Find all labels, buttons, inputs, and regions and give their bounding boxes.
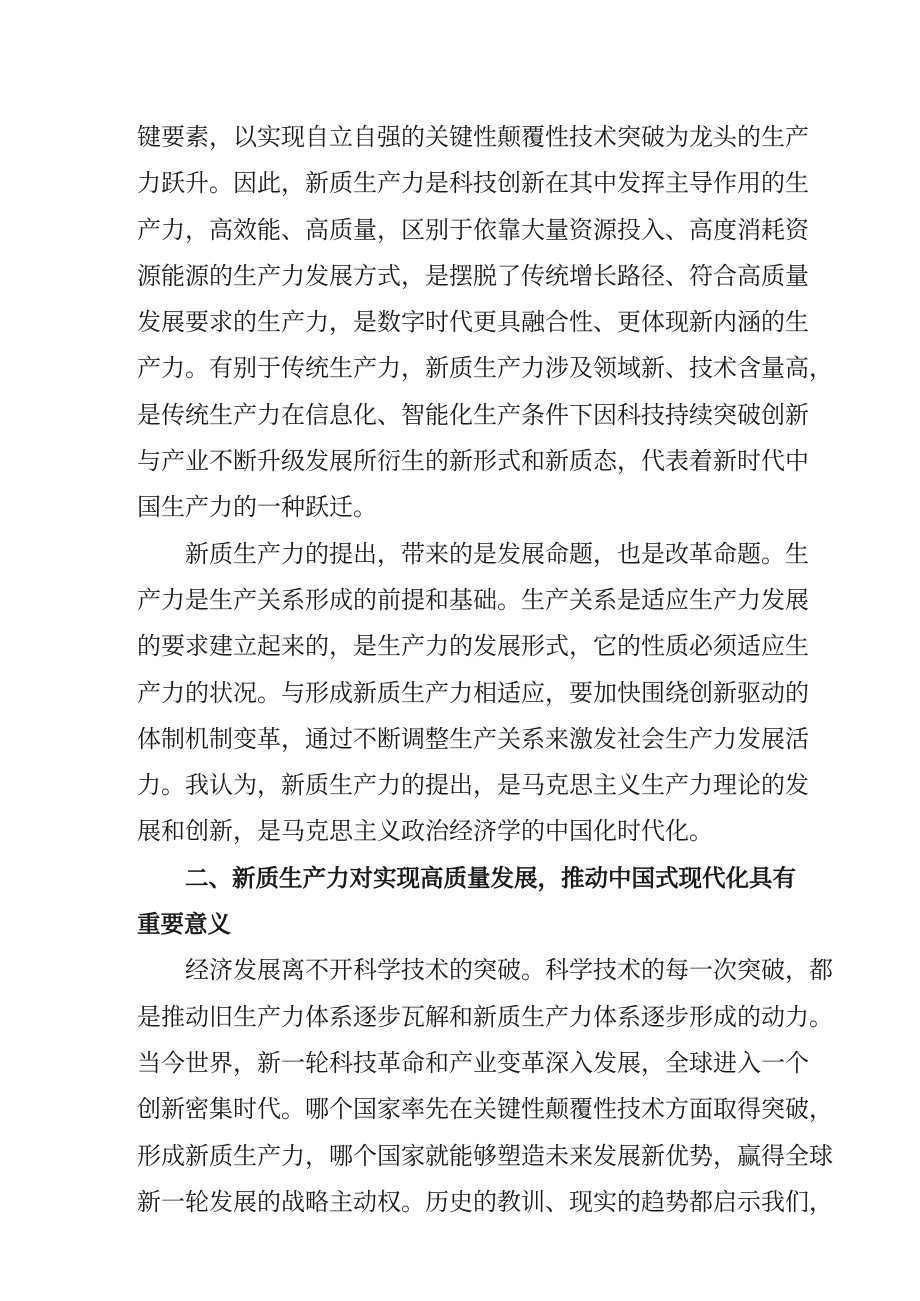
text-line: 力跃升。因此，新质生产力是科技创新在其中发挥主导作用的生	[137, 169, 809, 198]
heading-line: 重要意义	[137, 910, 231, 939]
text-line: 产力的状况。与形成新质生产力相适应，要加快围绕创新驱动的	[137, 678, 809, 707]
text-line: 新一轮发展的战略主动权。历史的教训、现实的趋势都启示我们，	[137, 1187, 833, 1216]
text-line: 体制机制变革，通过不断调整生产关系来激发社会生产力发展活	[137, 724, 809, 753]
heading-line: 二、新质生产力对实现高质量发展，推动中国式现代化具有	[185, 863, 796, 892]
text-line: 的要求建立起来的，是生产力的发展形式，它的性质必须适应生	[137, 632, 809, 661]
document-body	[137, 114, 833, 1225]
paragraph-2	[137, 531, 809, 855]
text-line: 与产业不断升级发展所衍生的新形式和新质态，代表着新时代中	[137, 447, 809, 476]
text-line: 产力，高效能、高质量，区别于依靠大量资源投入、高度消耗资	[137, 215, 809, 244]
text-line: 产力。有别于传统生产力，新质生产力涉及领域新、技术含量高，	[137, 354, 833, 383]
text-line: 键要素，以实现自立自强的关键性颠覆性技术突破为龙头的生产	[137, 123, 809, 151]
text-line: 源能源的生产力发展方式，是摆脱了传统增长路径、符合高质量	[137, 261, 809, 290]
text-line: 新质生产力的提出，带来的是发展命题，也是改革命题。生	[185, 539, 809, 568]
text-line: 经济发展离不开科学技术的突破。科学技术的每一次突破，都	[185, 956, 833, 985]
paragraph-3	[137, 947, 833, 1225]
text-line: 是推动旧生产力体系逐步瓦解和新质生产力体系逐步形成的动力。	[137, 1002, 833, 1031]
text-line: 国生产力的一种跃迁。	[137, 493, 377, 522]
text-line: 是传统生产力在信息化、智能化生产条件下因科技持续突破创新	[137, 400, 809, 429]
text-line: 形成新质生产力，哪个国家就能够塑造未来发展新优势，赢得全球	[137, 1141, 833, 1170]
text-line: 力。我认为，新质生产力的提出，是马克思主义生产力理论的发	[137, 771, 809, 800]
section-heading	[137, 855, 796, 948]
text-line: 发展要求的生产力，是数字时代更具融合性、更体现新内涵的生	[137, 308, 809, 337]
text-line: 当今世界，新一轮科技革命和产业变革深入发展，全球进入一个	[137, 1048, 809, 1077]
text-line: 创新密集时代。哪个国家率先在关键性颠覆性技术方面取得突破，	[137, 1095, 833, 1124]
text-line: 产力是生产关系形成的前提和基础。生产关系是适应生产力发展	[137, 585, 809, 614]
text-line: 展和创新，是马克思主义政治经济学的中国化时代化。	[137, 817, 713, 846]
paragraph-1	[137, 114, 833, 531]
